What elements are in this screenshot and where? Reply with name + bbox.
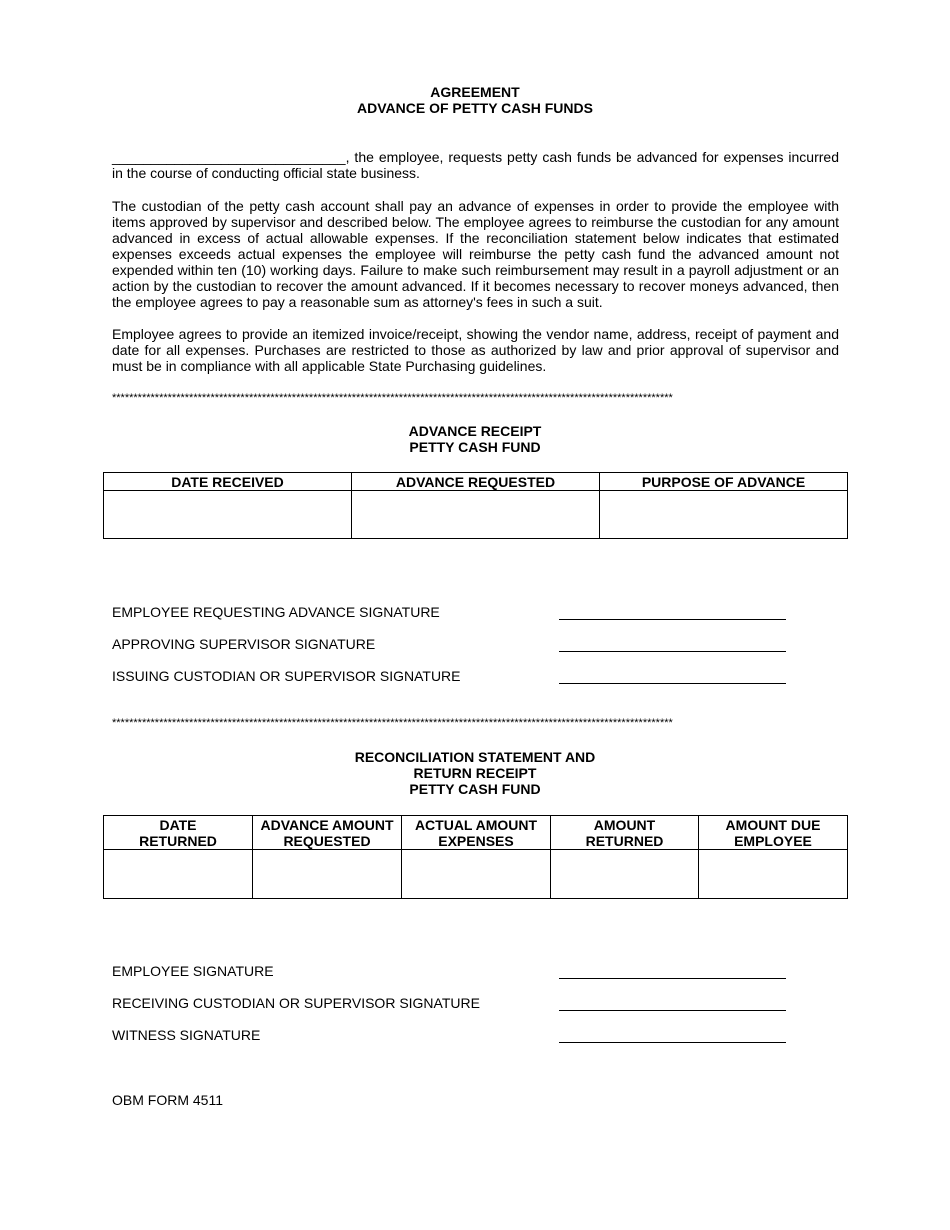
column-header: ADVANCE REQUESTED: [352, 473, 600, 491]
table-header-row: [104, 816, 848, 850]
witness-signature-field[interactable]: [559, 1027, 786, 1043]
employee-signature-field[interactable]: [559, 963, 786, 979]
date-returned-cell[interactable]: [104, 850, 253, 899]
approving-supervisor-signature-field[interactable]: [559, 636, 786, 652]
intro-paragraph: [112, 149, 839, 181]
separator-stars: ***********************************************************************************************************************************: [112, 392, 673, 404]
employee-name-blank[interactable]: ______________________________: [112, 149, 346, 165]
signature-line: [559, 619, 786, 620]
table-row: [104, 491, 848, 539]
column-header: [402, 816, 551, 850]
column-header-line: DATE: [159, 816, 197, 833]
signature-row: [112, 636, 788, 654]
issuing-custodian-signature-field[interactable]: [559, 668, 786, 684]
column-header-line: AMOUNT DUE: [725, 816, 821, 833]
advance-requested-cell[interactable]: [352, 491, 600, 539]
column-header: [699, 816, 848, 850]
column-header-line: EMPLOYEE: [734, 832, 812, 849]
signature-row: [112, 963, 788, 981]
signature-row: [112, 995, 788, 1013]
signature-label: APPROVING SUPERVISOR SIGNATURE: [112, 636, 376, 652]
purpose-of-advance-cell[interactable]: [600, 491, 848, 539]
reconciliation-table: [103, 815, 848, 899]
advance-title-line-2: PETTY CASH FUND: [409, 439, 541, 455]
column-header-line: EXPENSES: [438, 832, 514, 849]
separator-stars: ***********************************************************************************************************************************: [112, 717, 673, 729]
signature-row: [112, 604, 788, 622]
receipt-paragraph: Employee agrees to provide an itemized invoice/receipt, showing the vendor name, address, receipt of payment and date for all expenses. Purchases are restricted to those as authorized by law and prior approval of supervisor and must be in compliance with all applicable State Purchasing guidelines.: [112, 326, 839, 374]
column-header: DATE RECEIVED: [104, 473, 352, 491]
reconciliation-title-line-3: PETTY CASH FUND: [409, 781, 541, 797]
reconciliation-title: [0, 749, 950, 797]
table-header-row: [104, 473, 848, 491]
agreement-title: [0, 84, 950, 116]
signature-line: [559, 651, 786, 652]
column-header: PURPOSE OF ADVANCE: [600, 473, 848, 491]
column-header: [253, 816, 402, 850]
reconciliation-title-line-1: RECONCILIATION STATEMENT AND: [354, 749, 596, 765]
employee-requesting-signature-field[interactable]: [559, 604, 786, 620]
title-line-2: ADVANCE OF PETTY CASH FUNDS: [357, 100, 593, 116]
signature-line: [559, 1010, 786, 1011]
column-header-line: REQUESTED: [283, 832, 371, 849]
column-header: [104, 816, 253, 850]
amount-due-employee-cell[interactable]: [699, 850, 848, 899]
signature-row: [112, 668, 788, 686]
advance-title-line-1: ADVANCE RECEIPT: [408, 423, 542, 439]
amount-returned-cell[interactable]: [551, 850, 699, 899]
signature-line: [559, 978, 786, 979]
title-line-1: AGREEMENT: [430, 84, 520, 100]
signature-line: [559, 683, 786, 684]
column-header-line: RETURNED: [139, 832, 217, 849]
form-number: OBM FORM 4511: [112, 1092, 223, 1108]
signature-label: EMPLOYEE SIGNATURE: [112, 963, 274, 979]
actual-amount-expenses-cell[interactable]: [402, 850, 551, 899]
signature-label: ISSUING CUSTODIAN OR SUPERVISOR SIGNATURE: [112, 668, 461, 684]
column-header-line: RETURNED: [585, 832, 664, 849]
intro-text: , the employee, requests petty cash funds be advanced for expenses incurred in the course of conducting official state business.: [112, 149, 839, 181]
advance-receipt-title: [0, 423, 950, 455]
signature-label: WITNESS SIGNATURE: [112, 1027, 261, 1043]
column-header-line: AMOUNT: [593, 816, 656, 833]
column-header-line: ACTUAL AMOUNT: [414, 816, 538, 833]
column-header-line: ADVANCE AMOUNT: [260, 816, 394, 833]
table-row: [104, 850, 848, 899]
custodian-paragraph: The custodian of the petty cash account shall pay an advance of expenses in order to provide the employee with items approved by supervisor and described below. The employee agrees to reimburse the custodian for any amount advanced in excess of actual allowable expenses. If the reconciliation statement below indicates that estimated expenses exceeds actual expenses the employee will reimburse the petty cash fund the advanced amount not expended within ten (10) working days. Failure to make such reimbursement may result in a payroll adjustment or an action by the custodian to recover the amount advanced. If it becomes necessary to recover moneys advanced, then the employee agrees to pay a reasonable sum as attorney's fees in such a suit.: [112, 198, 839, 310]
reconciliation-title-line-2: RETURN RECEIPT: [413, 765, 537, 781]
signature-row: [112, 1027, 788, 1045]
receiving-custodian-signature-field[interactable]: [559, 995, 786, 1011]
advance-amount-requested-cell[interactable]: [253, 850, 402, 899]
signature-line: [559, 1042, 786, 1043]
signature-label: RECEIVING CUSTODIAN OR SUPERVISOR SIGNATURE: [112, 995, 480, 1011]
column-header: [551, 816, 699, 850]
signature-label: EMPLOYEE REQUESTING ADVANCE SIGNATURE: [112, 604, 440, 620]
advance-receipt-table: [103, 472, 848, 539]
date-received-cell[interactable]: [104, 491, 352, 539]
